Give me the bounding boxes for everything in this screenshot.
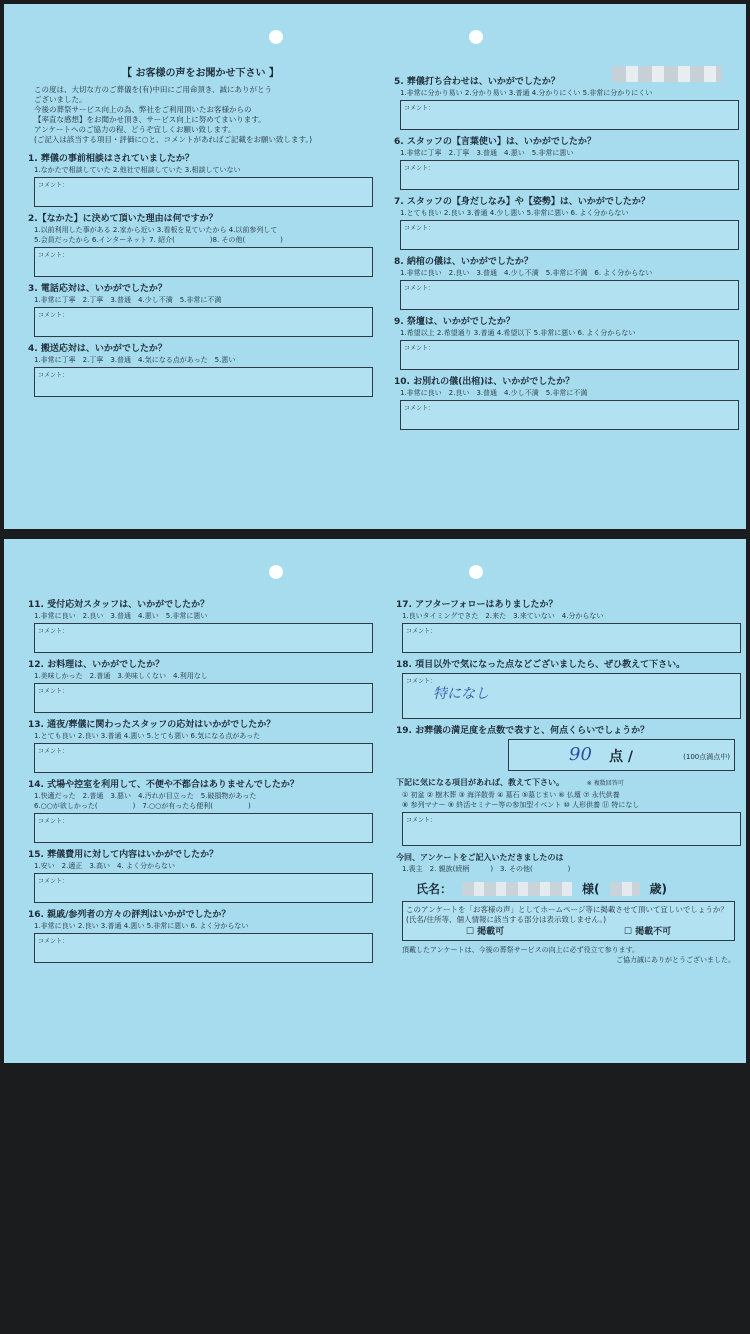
- comment-box[interactable]: [34, 247, 373, 277]
- redacted-name: [462, 882, 572, 896]
- comment-label: コメント：: [38, 688, 69, 695]
- interest-items: ⑧ 参列マナー ⑨ 終活セミナー等の参加型イベント ⑩ 人形供養 ⑪ 特になし: [402, 801, 640, 809]
- question-title: 10. お別れの儀(出棺)は、いかがでしたか？: [394, 377, 575, 387]
- question: [394, 196, 739, 250]
- comment-box[interactable]: [34, 177, 373, 207]
- survey-sheet-1: [4, 4, 746, 529]
- question-options[interactable]: 1.非常に良い 2.良い 3.普通 4.悪い 5.非常に悪い: [34, 612, 208, 620]
- publish-ok-checkbox[interactable]: ☐ 掲載可: [465, 927, 505, 937]
- question: [28, 909, 373, 963]
- comment-label: コメント：: [404, 405, 435, 412]
- footer-line: 頂戴したアンケートは、今後の葬祭サービスの向上に必ず役立て参ります。: [402, 946, 640, 954]
- question-title: 4. 搬送応対は、いかがでしたか？: [28, 344, 167, 354]
- comment-label: コメント：: [38, 628, 69, 635]
- survey-header: 【 お客様の声をお聞かせ下さい 】: [122, 68, 279, 79]
- question-title: 15. 葬儀費用に対して内容はいかがでしたか？: [28, 850, 219, 860]
- comment-label: コメント：: [38, 312, 69, 319]
- score-unit: 点 /: [609, 749, 633, 765]
- comment-label: コメント：: [404, 165, 435, 172]
- question-title: 19. お葬儀の満足度を点数で表すと、何点くらいでしょうか？: [396, 726, 650, 736]
- respondent-title: 今回、アンケートをご記入いただきましたのは: [396, 853, 564, 862]
- comment-label: コメント：: [404, 105, 435, 112]
- footer: [402, 945, 741, 965]
- comment-label: コメント：: [38, 182, 69, 189]
- comment-label: コメント：: [406, 628, 437, 635]
- comment-box[interactable]: [402, 623, 741, 653]
- question-options[interactable]: 1.非常に良い 2.良い 3.普通 4.少し不満 5.非常に不満 6. よく分からない: [400, 269, 653, 277]
- question-options[interactable]: 1.非常に良い 2.良い 3.普通 4.少し不満 5.非常に不満: [400, 389, 588, 397]
- footer-line: ご協力誠にありがとうございました。: [616, 956, 735, 964]
- comment-box[interactable]: [400, 160, 739, 190]
- question-title: 13. 通夜/葬儀に関わったスタッフの応対はいかがでしたか？: [28, 720, 276, 730]
- comment-box[interactable]: [34, 933, 373, 963]
- question-title: 1. 葬儀の事前相談はされていましたか？: [28, 154, 194, 164]
- comment-box[interactable]: [402, 673, 741, 719]
- punch-hole: [469, 565, 483, 579]
- question-options[interactable]: 1.希望以上 2.希望通り 3.普通 4.希望以下 5.非常に悪い 6. よく分からない: [400, 329, 636, 337]
- question-title: 7. スタッフの【身だしなみ】や【姿勢】は、いかがでしたか？: [394, 197, 650, 207]
- question: [28, 343, 373, 397]
- question: [394, 136, 739, 190]
- comment-box[interactable]: [34, 683, 373, 713]
- question-options[interactable]: 1.とても良い 2.良い 3.普通 4.少し悪い 5.非常に悪い 6. よく分からない: [400, 209, 629, 217]
- comment-box[interactable]: [34, 307, 373, 337]
- respondent-section: [396, 852, 741, 965]
- comment-box[interactable]: [34, 623, 373, 653]
- question-options[interactable]: 5.会員だったから 6.インターネット 7. 紹介( )8. その他( ): [34, 236, 283, 244]
- comment-label: コメント：: [38, 748, 69, 755]
- intro-line: アンケートへのご協力の程、どうぞ宜しくお願い致します。: [34, 125, 236, 134]
- question: [394, 376, 739, 430]
- question: [396, 659, 741, 719]
- question-options[interactable]: 1.非常に丁寧 2.丁寧 3.普通 4.気になる点があった 5.悪い: [34, 356, 236, 364]
- question: [28, 659, 373, 713]
- question-options[interactable]: 1.なかたで相談していた 2.他社で相談していた 3.相談していない: [34, 166, 241, 174]
- question: [394, 76, 739, 130]
- redacted-age: [610, 882, 640, 896]
- sheet2-right-column: [396, 599, 741, 971]
- name-row: [416, 880, 741, 897]
- sheet2-left-column: [28, 599, 373, 969]
- question-options[interactable]: 1.非常に丁寧 2.丁寧 3.普通 4.悪い 5.非常に悪い: [400, 149, 574, 157]
- survey-intro: [28, 85, 373, 145]
- comment-box[interactable]: [400, 100, 739, 130]
- sheet1-right-column: [394, 76, 739, 436]
- comment-box[interactable]: [34, 743, 373, 773]
- comment-label: コメント：: [38, 938, 69, 945]
- question-19: [396, 725, 741, 771]
- interest-title: [396, 777, 741, 790]
- question-options[interactable]: 1.安い 2.適正 3.高い 4. よく分からない: [34, 862, 175, 870]
- question-title: 9. 祭壇は、いかがでしたか？: [394, 317, 515, 327]
- question: [394, 316, 739, 370]
- intro-line: (ご記入は該当する項目・評価に○と、コメントがあればご記載をお願い致します。): [34, 135, 313, 144]
- interest-items: ① 初盆 ② 樹木葬 ③ 海洋散骨 ④ 墓石 ⑤墓じまい ⑥ 仏壇 ⑦ 永代供養: [402, 791, 620, 799]
- question-title: 8. 納棺の儀は、いかがでしたか？: [394, 257, 533, 267]
- question-list: [396, 599, 741, 719]
- publish-consent-box: [402, 901, 735, 941]
- handwritten-comment: 特になし: [433, 686, 489, 702]
- question-list: [394, 76, 739, 430]
- question: [28, 849, 373, 903]
- score-value: 90: [569, 744, 592, 765]
- sheet1-left-column: [28, 64, 373, 403]
- question-title: 16. 親戚/参列者の方々の評判はいかがでしたか？: [28, 910, 231, 920]
- question-title: 5. 葬儀打ち合わせは、いかがでしたか？: [394, 77, 560, 87]
- comment-label: コメント：: [38, 252, 69, 259]
- name-label: 氏名：: [416, 882, 453, 896]
- interest-title-text: 下記に気になる項目があれば、教えて下さい。: [396, 778, 564, 787]
- punch-hole: [269, 30, 283, 44]
- comment-box[interactable]: [400, 280, 739, 310]
- question-options[interactable]: 1.とても良い 2.良い 3.普通 4.悪い 5.とても悪い 6.気になる点があった: [34, 732, 261, 740]
- intro-line: 【率直な感想】をお聞かせ頂き、サービス向上に努めてまいります。: [34, 115, 266, 124]
- question-title: 12. お料理は、いかがでしたか？: [28, 660, 165, 670]
- comment-label: コメント：: [38, 372, 69, 379]
- question-list: [28, 153, 373, 397]
- question-list: [28, 599, 373, 963]
- question: [28, 283, 373, 337]
- question: [28, 599, 373, 653]
- interest-note: ※ 複数回答可: [586, 780, 624, 787]
- question-title: 14. 式場や控室を利用して、不便や不都合はありませんでしたか？: [28, 780, 299, 790]
- question-options[interactable]: 1.快適だった 2.普通 3.悪い 4.汚れが目立った 5.破損物があった: [34, 792, 257, 800]
- punch-hole: [469, 30, 483, 44]
- question-options[interactable]: 1.良いタイミングできた 2.来た 3.来ていない 4.分からない: [402, 612, 604, 620]
- comment-label: コメント：: [406, 678, 437, 685]
- honorific: 様(: [582, 882, 600, 896]
- question: [28, 719, 373, 773]
- question-title: 3. 電話応対は、いかがでしたか？: [28, 284, 167, 294]
- comment-box[interactable]: [400, 400, 739, 430]
- score-box[interactable]: [508, 739, 735, 771]
- intro-line: 今後の葬祭サービス向上の為、弊社をご利用頂いたお客様からの: [34, 105, 252, 114]
- question-options[interactable]: 1.非常に丁寧 2.丁寧 3.普通 4.少し不満 5.非常に不満: [34, 296, 222, 304]
- comment-box[interactable]: [34, 813, 373, 843]
- age-label: 歳): [649, 882, 668, 896]
- publish-text: このアンケートを「お客様の声」としてホームページ等に掲載させて頂いて宜しいでしょうか？(氏名/住所等、個人情報に該当する部分は表示致しません。): [406, 905, 728, 924]
- respondent-options: 1.喪主 2. 親族(続柄 ) 3. その他( ): [402, 865, 571, 873]
- question-options[interactable]: 1.非常に良い 2.良い 3.普通 4.悪い 5.非常に悪い 6. よく分からない: [34, 922, 249, 930]
- comment-box[interactable]: [34, 367, 373, 397]
- comment-label: コメント：: [406, 817, 437, 824]
- comment-label: コメント：: [404, 225, 435, 232]
- question-title: 17. アフターフォローはありましたか？: [396, 600, 558, 610]
- intro-line: この度は、大切な方のご葬儀を(有)中田にご用命頂き、誠にありがとう: [34, 85, 273, 94]
- question-title: 11. 受付応対スタッフは、いかがでしたか？: [28, 600, 210, 610]
- comment-box[interactable]: [402, 812, 741, 846]
- question-options[interactable]: 1.美味しかった 2.普通 3.美味しくない 4.利用なし: [34, 672, 208, 680]
- question: [28, 779, 373, 843]
- comment-label: コメント：: [404, 345, 435, 352]
- comment-box[interactable]: [400, 340, 739, 370]
- comment-label: コメント：: [38, 878, 69, 885]
- question-options[interactable]: 6.○○が欲しかった( ) 7.○○が有ったら便利( ): [34, 802, 251, 810]
- survey-sheet-2: [4, 539, 746, 1063]
- question-title: 18. 項目以外で気になった点などございましたら、ぜひ教えて下さい。: [396, 660, 686, 670]
- comment-box[interactable]: [400, 220, 739, 250]
- question: [28, 213, 373, 277]
- intro-line: ございました。: [34, 95, 87, 104]
- publish-ng-checkbox[interactable]: ☐ 掲載不可: [623, 927, 672, 937]
- question-options[interactable]: 1.以前利用した事がある 2.家から近い 3.看板を見ていたから 4.以前参列して: [34, 226, 278, 234]
- score-note: (100点満点中): [683, 753, 730, 761]
- question: [396, 599, 741, 653]
- punch-hole: [269, 565, 283, 579]
- comment-label: コメント：: [38, 818, 69, 825]
- question: [394, 256, 739, 310]
- comment-box[interactable]: [34, 873, 373, 903]
- question: [28, 153, 373, 207]
- question-title: 2.【なかた】に決めて頂いた理由は何ですか？: [28, 214, 218, 224]
- interest-section: [396, 777, 741, 846]
- question-options[interactable]: 1.非常に分かり易い 2.分かり易い 3.普通 4.分かりにくい 5.非常に分かりにくい: [400, 89, 653, 97]
- comment-label: コメント：: [404, 285, 435, 292]
- question-title: 6. スタッフの【言葉使い】は、いかがでしたか？: [394, 137, 596, 147]
